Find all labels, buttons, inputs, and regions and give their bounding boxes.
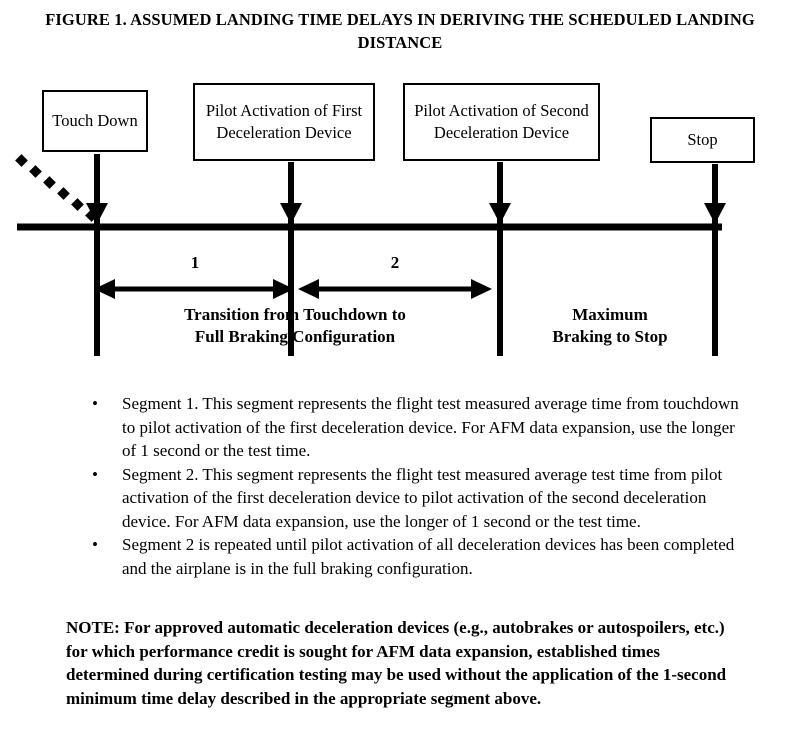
arrowhead-stop xyxy=(704,203,726,224)
page-title: FIGURE 1. ASSUMED LANDING TIME DELAYS IN DERIVING THE SCHEDULED LANDING DISTANCE xyxy=(45,10,755,52)
list-item-text: Segment 2. This segment represents the flight test measured average test time from pilot activation of the first deceleration device to pilot activation of the second deceleration device. For AFM data expansion, use the longer of 1 second or the test time. xyxy=(122,464,723,531)
diagram-box-touch-down xyxy=(42,90,148,152)
bullet-dot-icon: • xyxy=(92,464,98,484)
note-paragraph: NOTE: For approved automatic deceleration devices (e.g., autobrakes or autospoilers, etc.) for which performance credit is sought for AFM data expansion, established times determined during certification testing may be used without the application of the 1-second minimum time delay described in the appropriate segment above. xyxy=(66,618,727,708)
segment-1-number: 1 xyxy=(190,253,200,272)
figure-diagram xyxy=(0,72,800,370)
arrowhead-first-deceleration xyxy=(280,203,302,224)
maximum-braking-caption-line-1: Maximum xyxy=(572,305,648,324)
list-item xyxy=(92,533,752,580)
diagram-box-second-deceleration xyxy=(403,83,600,161)
list-item xyxy=(92,463,752,534)
list-item xyxy=(92,392,752,463)
diagram-box-first-deceleration-label: Pilot Activation of First Deceleration Device xyxy=(205,101,363,142)
segment-2-measure-arrow xyxy=(298,279,492,299)
bullet-dot-icon: • xyxy=(92,394,98,413)
list-item-text: Segment 2 is repeated until pilot activation of all deceleration devices has been completed and the airplane is in the full braking configuration. xyxy=(122,535,735,578)
maximum-braking-caption-line-2: Braking to Stop xyxy=(552,327,668,346)
approach-path-dotted-icon xyxy=(15,154,98,222)
arrowhead-second-deceleration xyxy=(489,203,511,224)
segment-2-number: 2 xyxy=(390,253,400,272)
bullet-dot-icon: • xyxy=(92,535,98,554)
transition-caption-line-2: Full Braking Configuration xyxy=(194,327,396,346)
diagram-box-stop-label: Stop xyxy=(687,130,718,149)
maximum-braking-caption xyxy=(510,304,710,348)
transition-caption xyxy=(60,304,530,348)
segment-description-list xyxy=(92,392,752,580)
diagram-box-stop xyxy=(650,117,755,163)
list-item-text: Segment 1. This segment represents the flight test measured average time from touchdown to pilot activation of the first deceleration device. For AFM data expansion, use the longer of 1 second or the test time. xyxy=(122,394,739,460)
transition-caption-line-1: Transition from Touchdown to xyxy=(184,305,406,324)
diagram-box-second-deceleration-label: Pilot Activation of Second Deceleration Device xyxy=(414,101,589,142)
diagram-box-first-deceleration xyxy=(193,83,375,161)
event-arrowheads xyxy=(86,203,726,224)
diagram-box-touch-down-label: Touch Down xyxy=(52,111,138,130)
segment-1-measure-arrow xyxy=(94,279,294,299)
